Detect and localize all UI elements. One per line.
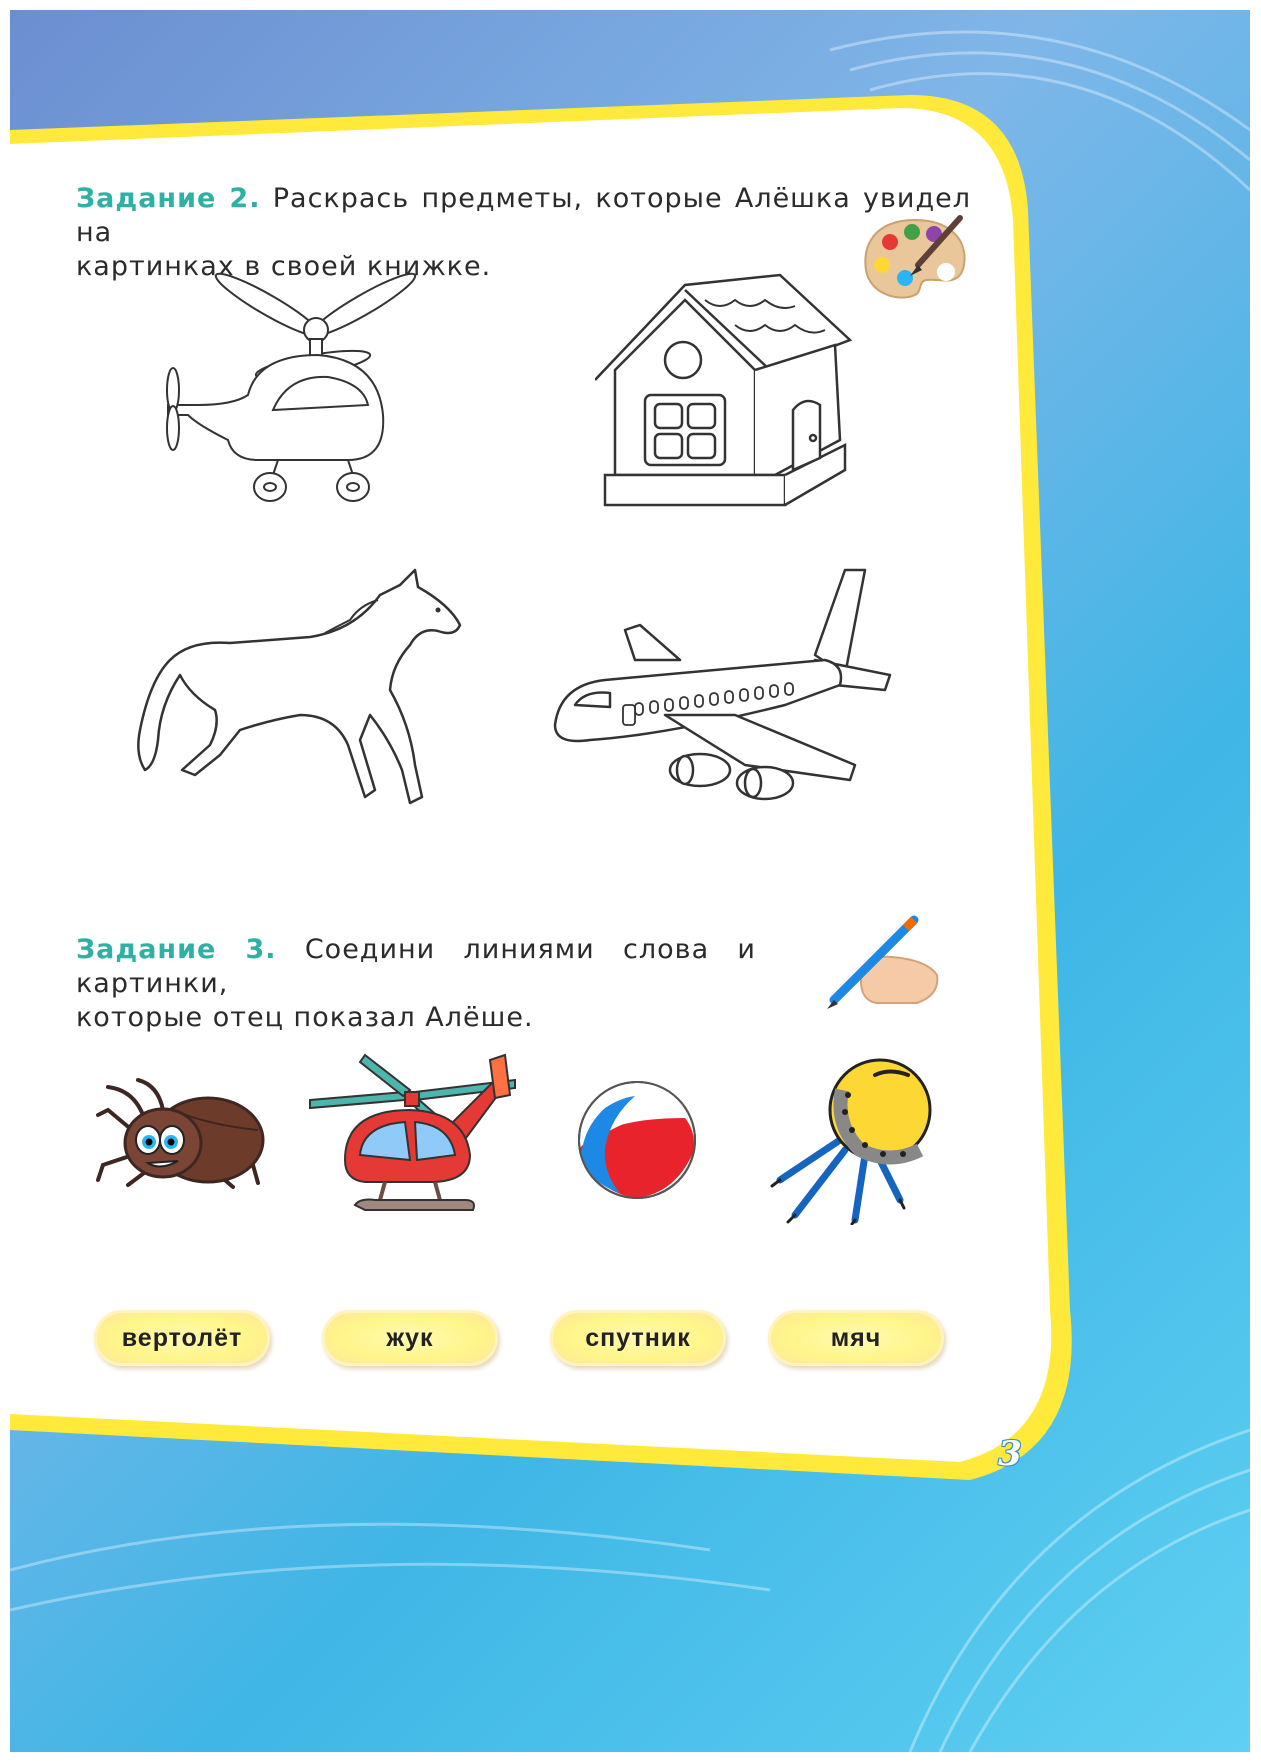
word-button-beetle[interactable]: жук: [322, 1310, 498, 1366]
task-3-instructions: [76, 933, 756, 1035]
task-3-text-line-2: которые отец показал Алёше.: [76, 1002, 534, 1033]
beetle-icon: [88, 1075, 278, 1195]
writing-hand-icon: [822, 915, 942, 1010]
helicopter-icon: [305, 1050, 520, 1225]
page-number: 3: [998, 1434, 1022, 1474]
airplane-outline-icon: [545, 565, 905, 810]
ball-icon: [575, 1078, 700, 1203]
word-button-ball[interactable]: мяч: [768, 1310, 944, 1366]
paint-palette-icon: [860, 210, 970, 310]
word-button-satellite[interactable]: спутник: [550, 1310, 726, 1366]
task-3-label: Задание 3.: [76, 934, 277, 965]
task-2-text-line-2: картинках в своей книжке.: [76, 251, 492, 282]
horse-outline-icon: [120, 565, 470, 810]
helicopter-outline-icon: [138, 265, 438, 510]
word-button-helicopter[interactable]: вертолёт: [94, 1310, 270, 1366]
house-outline-icon: [595, 270, 865, 510]
page-background: [10, 10, 1250, 1752]
task-2-label: Задание 2.: [76, 183, 261, 214]
task-3-text-line-1: Соедини линиями слова и картинки,: [76, 934, 756, 999]
satellite-icon: [770, 1050, 945, 1225]
task-2-text-line-1: Раскрась предметы, которые Алёшка увидел на: [76, 183, 972, 248]
